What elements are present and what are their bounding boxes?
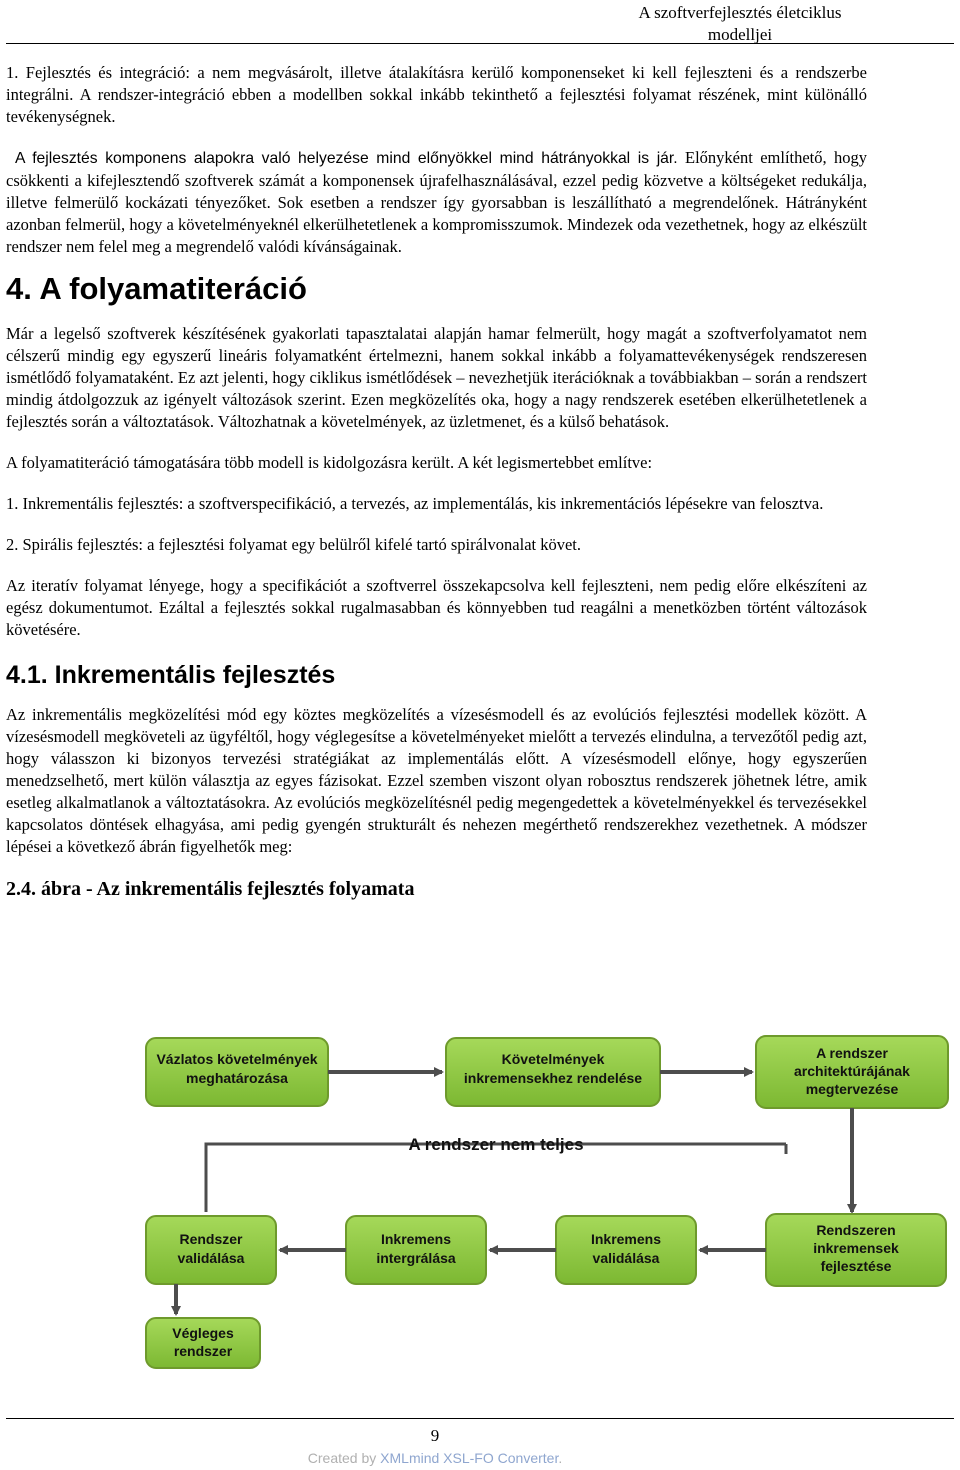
- figure-caption: 2.4. ábra - Az inkrementális fejlesztés folyamata: [6, 878, 415, 900]
- box1-line2: meghatározása: [186, 1070, 288, 1086]
- list-item-spiral: 2. Spirális fejlesztés: a fejlesztési folyamat egy belülről kifelé tartó spirálvonalat követ.: [6, 535, 582, 554]
- diagram-box-increment-validation: [556, 1216, 696, 1284]
- box3-line2: architektúrájának: [794, 1063, 910, 1079]
- paragraph-iteration-intro: Már a legelső szoftverek készítésének gyakorlati tapasztalatai alapján hamar felmerült, hogy magát a szoftverfolyamatot nem célszerű mindig egy egyszerű lineáris folyamatként értelmezni, hanem sokkal inkább a folyamattevékenységek rendszeresen ismétlődő folyamataként. Ez azt jelenti, hogy ciklikus ismétlődések – nevezhetjük iterációknak a továbbiakban – során a rendszert mindig átdolgozzuk az igényelt változások szerint. Ezen megközelítés oka, hogy a nagy rendszerek esetében elkerülhetetlenek a fejlesztés során a változtatások. Változhatnak a követelmények, az üzletmenet, és a külső behatások.: [6, 324, 867, 431]
- box3-line1: A rendszer: [816, 1045, 888, 1061]
- paragraph-models-intro: A folyamatiteráció támogatására több modell is kidolgozásra került. A két legismertebbet említve:: [6, 453, 653, 472]
- list-item-incremental: 1. Inkrementális fejlesztés: a szoftverspecifikáció, a tervezés, az implementálás, kis inkrementációs lépésekre van felosztva.: [6, 494, 824, 513]
- paragraph-component-pros-cons: [6, 147, 867, 258]
- converter-credit: [0, 1450, 870, 1466]
- box6-line1: Inkremens: [590, 1231, 662, 1247]
- box3-line3: megtervezése: [805, 1081, 899, 1097]
- box7-line2: inkremensek: [813, 1240, 899, 1256]
- converter-brand-link[interactable]: XMLmind XSL-FO Converter: [380, 1450, 559, 1466]
- document-body: [6, 62, 867, 913]
- diagram-loop-not-complete: [206, 1135, 786, 1212]
- box2-line2: inkremensekhez rendelése: [463, 1070, 643, 1086]
- section-heading-4-1: 4.1. Inkrementális fejlesztés: [6, 661, 336, 689]
- footer-rule: [6, 1418, 954, 1419]
- section-heading-4: 4. A folyamatiteráció: [6, 271, 307, 306]
- converter-suffix: .: [558, 1450, 563, 1466]
- diagram-box-develop-increments: [766, 1214, 946, 1286]
- header-rule: [6, 43, 954, 44]
- box5-line1: Inkremens: [380, 1231, 452, 1247]
- box2-line1: Követelmények: [501, 1051, 605, 1067]
- paragraph-component-rest: Előnyként említhető, hogy csökkenti a kifejlesztendő szoftverek számát a komponensek újrafelhasználásával, ezzel pedig közvetve a költségeket redukálja, illetve felmerülő kockázati tényezőket. Sok esetben a rendszer így gyorsabban is leszállítható a megrendelőnek. Hátrányként azonban felmerül, hogy a követelményeknél elkerülhetetlenek a kompromisszumok. Mindezek oda vezethetnek, hogy az elkészült rendszer nem felel meg a megrendelő valódi kívánságainak.: [6, 148, 868, 256]
- box4-line1: Rendszer: [179, 1231, 243, 1247]
- running-header-line2: modelljei: [707, 25, 773, 44]
- paragraph-component-lead: A fejlesztés komponens alapokra való helyezése mind előnyökkel mind hátrányokkal is jár.: [15, 150, 678, 167]
- box6-line2: validálása: [592, 1250, 660, 1266]
- box8-line2: rendszer: [173, 1343, 233, 1359]
- paragraph-integration: 1. Fejlesztés és integráció: a nem megvásárolt, illetve átalakításra kerülő komponenseket ki kell fejleszteni és a rendszerbe integrálni. A rendszer-integráció ebben a modellben sokkal inkább tekinthető a fejlesztési folyamat részének, mint különálló tevékenységnek.: [6, 63, 867, 126]
- running-header: [520, 2, 960, 46]
- banner-label: A rendszer nem teljes: [408, 1135, 584, 1154]
- diagram-box-system-validation: [146, 1216, 276, 1284]
- box7-line3: fejlesztése: [820, 1258, 892, 1274]
- box1-line1: Vázlatos követelmények: [156, 1051, 318, 1067]
- box8-line1: Végleges: [172, 1325, 234, 1341]
- incremental-process-diagram: [136, 1032, 954, 1372]
- diagram-box-outline-requirements: [146, 1038, 328, 1106]
- converter-prefix: Created by: [307, 1450, 381, 1466]
- diagram-box-final-system: [146, 1318, 260, 1368]
- running-header-line1: A szoftverfejlesztés életciklus: [638, 3, 842, 22]
- box7-line1: Rendszeren: [816, 1222, 896, 1238]
- paragraph-incremental: Az inkrementális megközelítési mód egy köztes megközelítés a vízesésmodell és az evolúciós fejlesztési modellek között. A vízesésmodell megköveteli az ügyféltől, hogy véglegesítse a követelményeket mielőtt a tervezés elindulna, a tervezőtől pedig azt, hogy válasszon ki bizonyos tervezési stratégiákat az implementálás előtt. A vízesésmodell előnye, hogy egyszerűen menedzselhető, mert külön választja az egyes fázisokat. Ezzel szemben viszont olyan robosztus rendszerek jöhetnek létre, amik esetleg alkalmatlanok a változtatásokra. Az evolúciós megközelítésnél pedig megengedettek a követelményekkel és tervezésekkel kapcsolatos döntések elhagyása, ami pedig gyengén strukturált és nehezen megérthető rendszerekhez vezethetnek. A módszer lépései a következő ábrán figyelhetők meg:: [6, 705, 867, 856]
- box4-line2: validálása: [177, 1250, 245, 1266]
- page-number: 9: [430, 1426, 440, 1445]
- diagram-box-increment-integration: [346, 1216, 486, 1284]
- paragraph-iterative-essence: Az iteratív folyamat lényege, hogy a specifikációt a szoftverrel összekapcsolva kell fejleszteni, nem pedig előre elkészíteni az egész dokumentumot. Ezáltal a fejlesztés sokkal rugalmasabban és könnyebben tud reagálni a menetközben történt változások követésére.: [6, 576, 867, 639]
- diagram-box-assign-requirements: [446, 1038, 660, 1106]
- diagram-box-architecture-design: [756, 1036, 948, 1108]
- box5-line2: intergrálása: [376, 1250, 456, 1266]
